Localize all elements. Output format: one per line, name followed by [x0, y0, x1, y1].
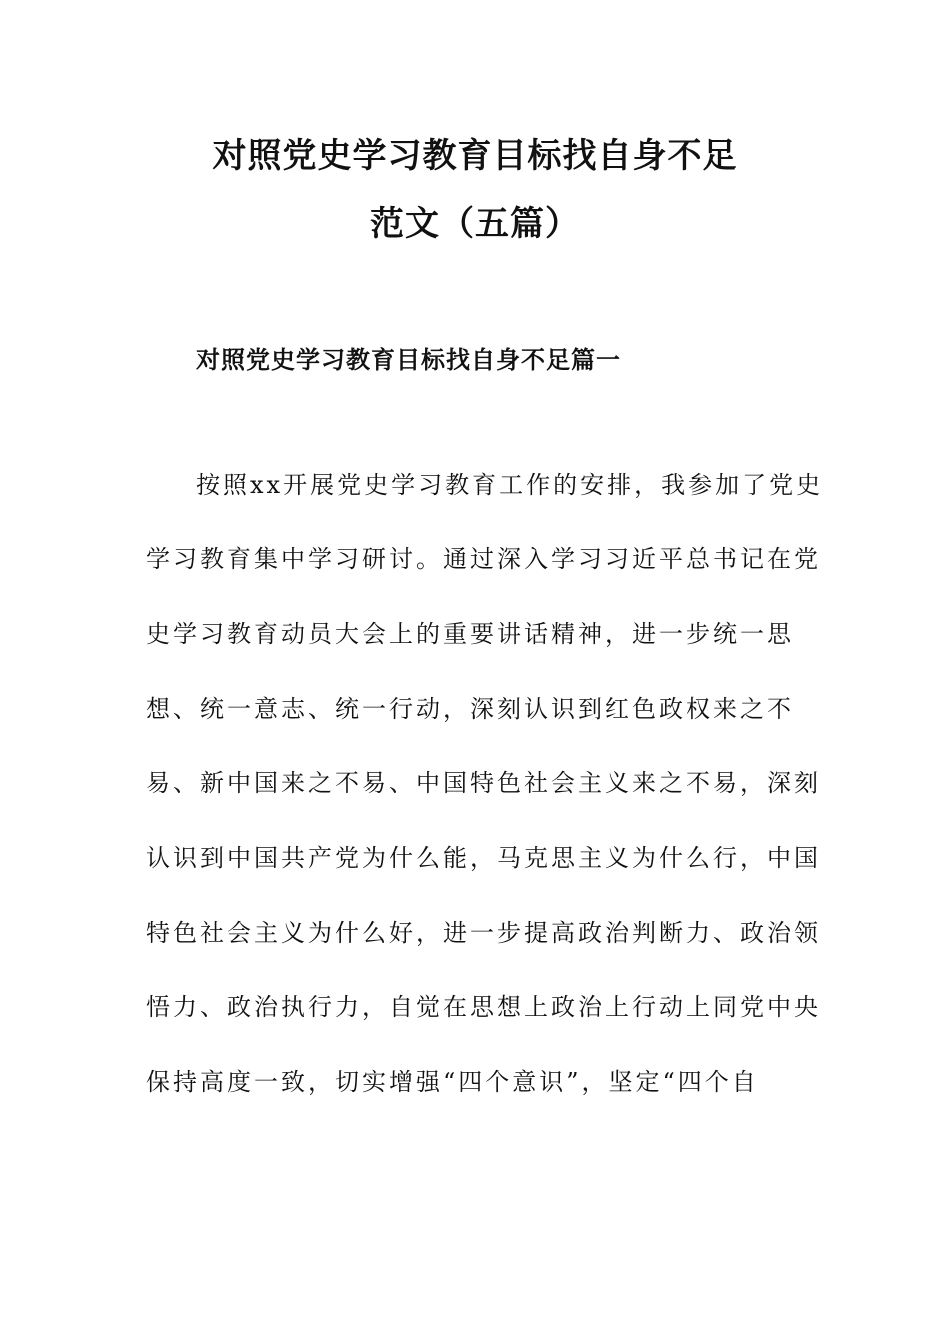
document-title-line-2: 范文（五篇）: [370, 204, 580, 244]
body-paragraph-line: 认识到中国共产党为什么能，马克思主义为什么行，中国: [146, 844, 821, 872]
body-paragraph-line: 想、统一意志、统一行动，深刻认识到红色政权来之不: [146, 695, 794, 723]
body-paragraph-line: 保持高度一致，切实增强“四个意识”，坚定“四个自: [146, 1068, 759, 1096]
body-paragraph-line: 易、新中国来之不易、中国特色社会主义来之不易，深刻: [146, 769, 821, 797]
section-heading: 对照党史学习教育目标找自身不足篇一: [196, 346, 621, 374]
body-paragraph-line: 按照xx开展党史学习教育工作的安排，我参加了党史: [196, 471, 824, 499]
document-title-line-1: 对照党史学习教育目标找自身不足: [212, 136, 738, 176]
body-paragraph-line: 史学习教育动员大会上的重要讲话精神，进一步统一思: [146, 620, 794, 648]
body-paragraph-line: 特色社会主义为什么好，进一步提高政治判断力、政治领: [146, 919, 821, 947]
body-paragraph-line: 学习教育集中学习研讨。通过深入学习习近平总书记在党: [146, 545, 821, 573]
body-paragraph-line: 悟力、政治执行力，自觉在思想上政治上行动上同党中央: [146, 993, 821, 1021]
